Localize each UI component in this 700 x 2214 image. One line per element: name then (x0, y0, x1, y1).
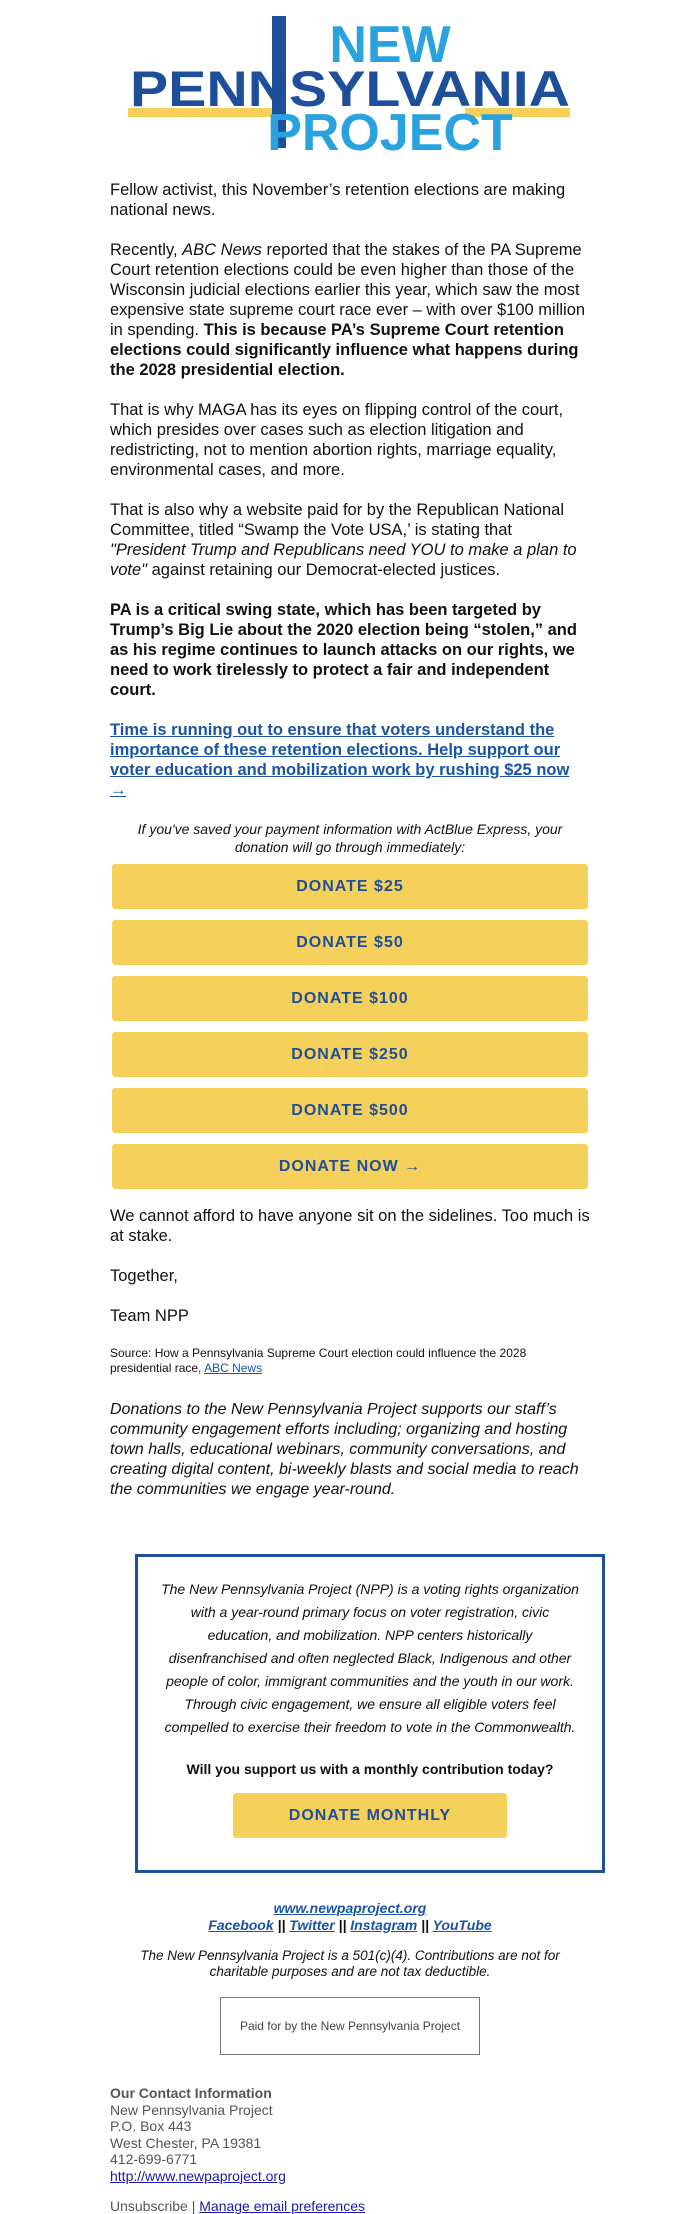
monthly-question: Will you support us with a monthly contribution today? (186, 1761, 554, 1777)
donate-50-button[interactable]: DONATE $50 (112, 920, 588, 965)
contact-org: New Pennsylvania Project (110, 2101, 273, 2118)
logo-line-project: PROJECT (267, 104, 513, 162)
npp-logo (0, 0, 700, 165)
actblue-note: If you've saved your payment information with ActBlue Express, your donation will go through immediately: (137, 821, 563, 855)
maga-paragraph: That is why MAGA has its eyes on flipping control of the court, which presides over cases such as election litigation and redistricting, not to mention abortion rights, marriage equality, environmental cases, and more. (110, 401, 564, 479)
logo-line-pennsylvania: PENNSYLVANIA (130, 61, 570, 117)
footer-links (110, 1900, 590, 1934)
legal-disclaimer: The New Pennsylvania Project is a 501(c)(4). Contributions are not for charitable purposes and are not tax deductible. (140, 1948, 560, 1979)
signature: Team NPP (110, 1307, 189, 1325)
youtube-link[interactable]: YouTube (432, 1917, 492, 1933)
donate-250-button[interactable]: DONATE $250 (112, 1032, 588, 1077)
donate-now-button[interactable]: DONATE NOW → (112, 1144, 588, 1189)
facebook-link[interactable]: Facebook (208, 1917, 274, 1933)
donations-paragraph: Donations to the New Pennsylvania Project supports our staff’s community engagement efforts including; organizing and hosting town halls, educational webinars, community conversations, and creating digital content, bi-weekly blasts and social media to reach the communities we engage year-round. (110, 1401, 579, 1498)
cta-donate-link[interactable]: Time is running out to ensure that voters understand the importance of these retention elections. Help support our voter education and mobilization work by rushing $25 now → (110, 721, 570, 799)
rnc-paragraph: That is also why a website paid for by the Republican National Committee, titled “Swamp the Vote USA,’ is stating that "President Trump and Republicans need YOU to make a plan to vote" against retaining our Democrat-elected justices. (110, 501, 577, 579)
source-note: Source: How a Pennsylvania Supreme Court election could influence the 2028 presidential race, ABC News (110, 1346, 527, 1375)
logo-line-new: NEW (329, 16, 451, 74)
donate-100-button[interactable]: DONATE $100 (112, 976, 588, 1021)
contact-phone: 412-699-6771 (110, 2151, 198, 2167)
contact-po-box: P.O. Box 443 (110, 2118, 192, 2134)
contact-url-link[interactable]: http://www.newpaproject.org (110, 2167, 286, 2184)
cta-paragraph (110, 720, 590, 800)
intro-paragraph: Fellow activist, this November’s retention elections are making national news. (110, 181, 566, 219)
donate-25-button[interactable]: DONATE $25 (112, 864, 588, 909)
about-text: The New Pennsylvania Project (NPP) is a voting rights organization with a year-round primary focus on voter registration, civic education, and mobilization. NPP centers historically disenfranchised and often neglected Black, Indigenous and other people of color, immigrant communities and the youth in our work. Through civic engagement, we ensure all eligible voters feel compelled to exercise their freedom to vote in the Commonwealth. (161, 1581, 579, 1735)
donate-monthly-button[interactable]: DONATE MONTHLY (233, 1793, 507, 1838)
donate-500-button[interactable]: DONATE $500 (112, 1088, 588, 1133)
abc-news-link[interactable]: ABC News (204, 1361, 263, 1375)
closing-paragraph: We cannot afford to have anyone sit on the sidelines. Too much is at stake. (110, 1207, 590, 1245)
paid-for-box: Paid for by the New Pennsylvania Project (220, 1997, 480, 2055)
contact-city: West Chester, PA 19381 (110, 2134, 262, 2151)
social-links: Facebook || Twitter || Instagram || YouTube (208, 1917, 492, 1933)
contact-title: Our Contact Information (110, 2085, 272, 2101)
instagram-link[interactable]: Instagram (350, 1917, 418, 1933)
swing-state-paragraph: PA is a critical swing state, which has been targeted by Trump’s Big Lie about the 2020 election being “stolen,” and as his regime continues to launch attacks on our rights, we need to work tirelessly to protect a fair and independent court. (110, 601, 577, 699)
main-content (110, 180, 590, 2214)
contact-info (110, 2085, 590, 2184)
unsubscribe-area: Unsubscribe | Manage email preferences (110, 2198, 366, 2214)
abc-news-paragraph: Recently, ABC News reported that the stakes of the PA Supreme Court retention elections could be even higher than those of the Wisconsin judicial elections earlier this year, which saw the most expensive state supreme court race ever – with over $100 million in spending. This is because PA’s Supreme Court retention elections could significantly influence what happens during the 2028 presidential election. (110, 241, 586, 379)
manage-preferences-link[interactable]: Manage email preferences (199, 2198, 366, 2214)
together-line: Together, (110, 1267, 178, 1285)
twitter-link[interactable]: Twitter (289, 1917, 335, 1933)
unsubscribe-link[interactable]: Unsubscribe (110, 2198, 188, 2214)
npp-about-box (135, 1554, 605, 1873)
npp-logo-graphic (0, 0, 700, 165)
website-link[interactable]: www.newpaproject.org (273, 1900, 427, 1916)
